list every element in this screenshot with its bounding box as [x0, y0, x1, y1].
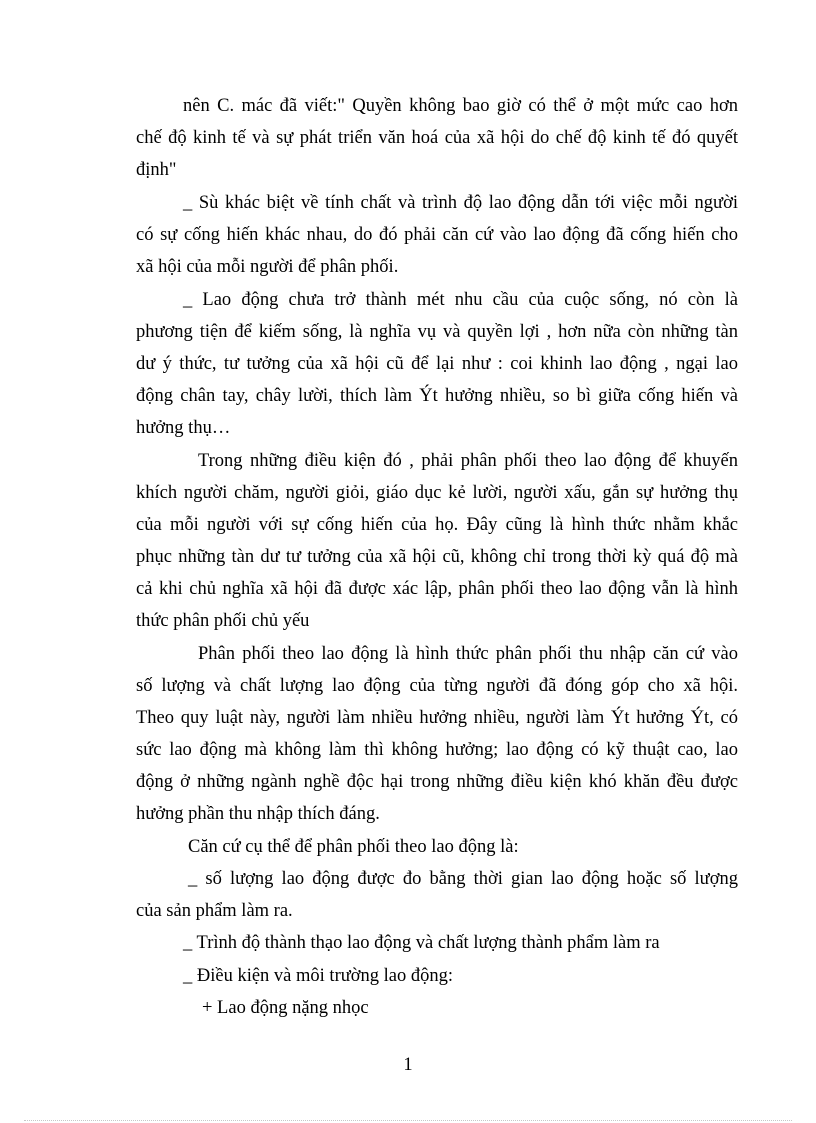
text-line: chế độ kinh tế và sự phát triển văn hoá của xã hội do chế độ kinh tế đó quyết	[136, 128, 738, 148]
text-line: Trong những điều kiện đó , phải phân phối theo lao động để khuyến	[198, 451, 738, 471]
text-line: số lượng và chất lượng lao động của từng người đã đóng góp cho xã hội.	[136, 676, 738, 696]
text-line: phương tiện để kiếm sống, là nghĩa vụ và quyền lợi , hơn nữa còn những tàn	[136, 322, 738, 342]
text-line: khích người chăm, người giỏi, giáo dục kẻ lười, người xấu, gắn sự hưởng thụ	[136, 483, 738, 503]
text-line: Phân phối theo lao động là hình thức phân phối thu nhập căn cứ vào	[198, 644, 738, 664]
text-line: _ Trình độ thành thạo lao động và chất lượng thành phẩm làm ra	[183, 933, 660, 953]
text-line: xã hội của mỗi người để phân phối.	[136, 257, 399, 277]
text-line: của sản phẩm làm ra.	[136, 901, 293, 921]
text-line: nên C. mác đã viết:" Quyền không bao giờ có thể ở một mức cao hơn	[183, 96, 738, 116]
text-line: sức lao động mà không làm thì không hưởng; lao động có kỹ thuật cao, lao	[136, 740, 738, 760]
page-number: 1	[403, 1055, 413, 1075]
text-line: có sự cống hiến khác nhau, do đó phải căn cứ vào lao động đã cống hiến cho	[136, 225, 738, 245]
text-line: _ số lượng lao động được đo bằng thời gian lao động hoặc số lượng	[188, 869, 738, 889]
text-line: + Lao động nặng nhọc	[202, 998, 369, 1018]
text-line: _ Sù khác biệt về tính chất và trình độ lao động dẫn tới việc mỗi người	[183, 193, 738, 213]
text-line: dư ý thức, tư tưởng của xã hội cũ để lại như : coi khinh lao động , ngại lao	[136, 354, 738, 374]
text-line: cả khi chủ nghĩa xã hội đã được xác lập, phân phối theo lao động vẫn là hình	[136, 579, 738, 599]
footer-divider	[24, 1120, 792, 1121]
text-line: động chân tay, chây lười, thích làm Ýt hưởng nhiều, so bì giữa cống hiến và	[136, 386, 738, 406]
text-line: động ở những ngành nghề độc hại trong những điều kiện khó khăn đều được	[136, 772, 738, 792]
text-line: thức phân phối chủ yếu	[136, 611, 310, 631]
text-line: hưởng phần thu nhập thích đáng.	[136, 804, 380, 824]
text-line: của mỗi người với sự cống hiến của họ. Đây cũng là hình thức nhằm khắc	[136, 515, 738, 535]
text-line: _ Lao động chưa trở thành mét nhu cầu của cuộc sống, nó còn là	[183, 290, 738, 310]
text-line: _ Điều kiện và môi trường lao động:	[183, 966, 454, 986]
text-line: Theo quy luật này, người làm nhiều hưởng nhiều, người làm Ýt hưởng Ýt, có	[136, 708, 738, 728]
text-line: định"	[136, 160, 177, 180]
text-line: Căn cứ cụ thể để phân phối theo lao động là:	[188, 837, 519, 857]
text-line: phục những tàn dư tư tưởng của xã hội cũ, không chỉ trong thời kỳ quá độ mà	[136, 547, 738, 567]
text-line: hưởng thụ…	[136, 418, 231, 438]
